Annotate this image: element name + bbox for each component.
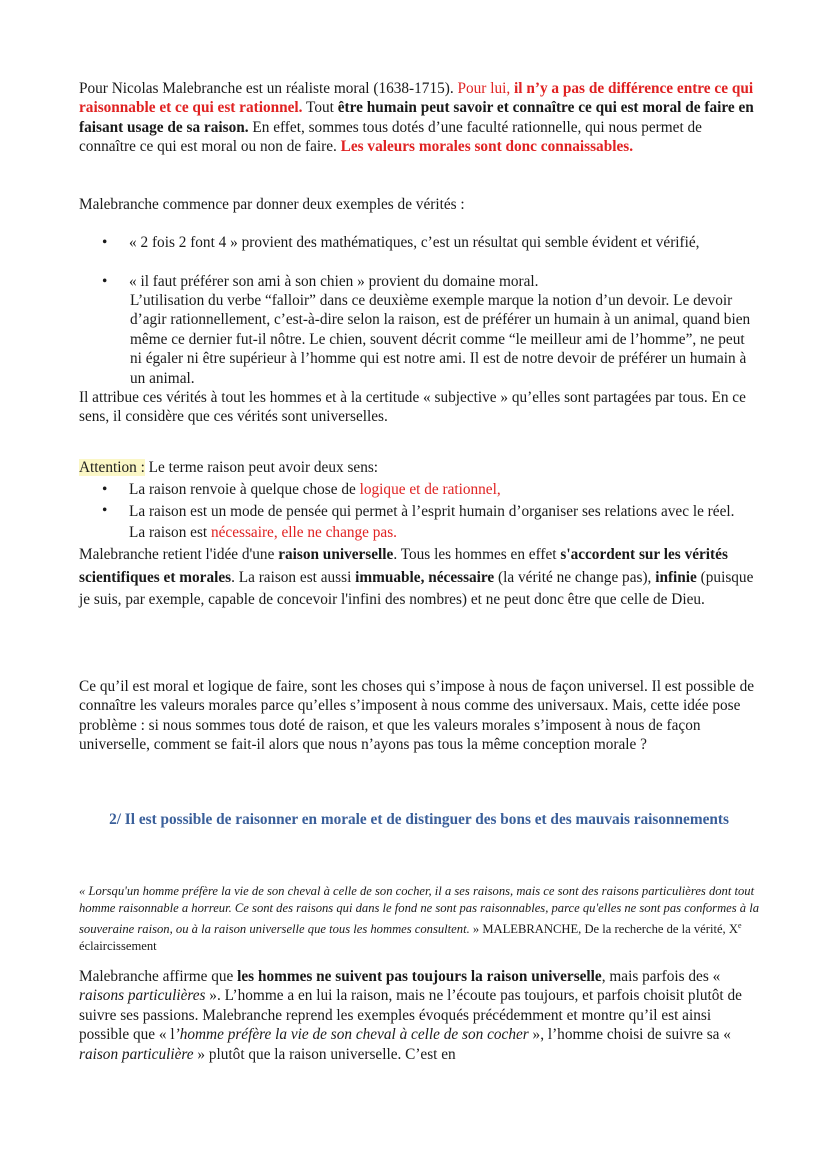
superscript: e xyxy=(737,921,742,930)
bullet-marker: • xyxy=(102,481,108,498)
bold-text: infinie xyxy=(655,568,697,586)
intro-text-3: En effet, sommes tous dotés d’une faculté rationnelle, qui nous permet de connaître ce qui est moral ou non de faire. xyxy=(79,118,702,156)
particular-reasons-paragraph xyxy=(79,967,759,1064)
universality-paragraph: Il attribue ces vérités à tout les hommes et à la certitude « subjective » qu’elles sont partagées par tous. En ce sens, il considère que ces vérités sont universelles. xyxy=(79,389,746,426)
text: La raison renvoie à quelque chose de xyxy=(129,481,360,498)
attention-line xyxy=(79,458,759,477)
quote-source-end: éclaircissement xyxy=(79,939,157,954)
italic-text: raisons particulières xyxy=(79,987,206,1005)
attention-text: Le terme raison peut avoir deux sens: xyxy=(144,459,379,476)
problem-paragraph: Ce qu’il est moral et logique de faire, sont les choses qui s’impose à nous de façon universel. Il est possible de connaître les valeurs morales parce qu’elles s’imposent à nous comme des universaux. Mais, cette idée pose problème : si nous sommes tous doté de raison, et que les valeurs morales s’imposent à nous de façon universelle, comment se fait-il alors que nous n’ayons pas tous la même conception morale ? xyxy=(79,678,755,754)
list-item-text: « il faut préférer son ami à son chien » provient du domaine moral. xyxy=(129,273,539,290)
intro-text-2: Tout xyxy=(302,99,338,117)
intro-red-text: Pour lui, xyxy=(457,80,515,97)
attention-list xyxy=(79,480,759,540)
list-item-text xyxy=(129,480,754,499)
text: . Tous les hommes en effet xyxy=(393,546,561,563)
red-text: logique et de rationnel, xyxy=(359,481,501,498)
quote-source: » MALEBRANCHE, De la recherche de la vérité, X xyxy=(469,922,738,937)
bold-text: raison universelle xyxy=(278,546,394,563)
bullet-marker: • xyxy=(102,234,108,251)
text: Malebranche affirme que xyxy=(79,968,238,985)
intro-text: Pour Nicolas Malebranche est un réaliste moral (1638-1715). xyxy=(79,80,458,97)
attention-label: Attention : xyxy=(79,459,145,476)
bullet-marker: • xyxy=(102,273,108,290)
intro-red-bold-text: il n’y a pas de différence entre ce qui raisonnable et ce qui est rationnel. xyxy=(79,80,754,117)
intro-bold-text: être humain peut savoir et connaître ce qui est moral de faire en faisant usage de sa raison. xyxy=(79,99,754,136)
list-item-text xyxy=(129,501,754,543)
text: ». L’homme a en lui la raison, mais ne l’écoute pas toujours, et parfois choisit plutôt de suivre ses passions. Malebranche reprend les exemples évoqués précédemment et montre qu’il est ainsi possible que « l xyxy=(79,987,742,1044)
examples-list xyxy=(79,233,759,393)
list-item-text: « 2 fois 2 font 4 » provient des mathématiques, c’est un résultat qui semble évident et vérifié, xyxy=(129,234,700,251)
section-heading: 2/ Il est possible de raisonner en morale et de distinguer des bons et des mauvais raisonnements xyxy=(109,811,729,828)
red-text: nécessaire, elle ne change pas. xyxy=(210,524,397,541)
universal-reason-paragraph xyxy=(79,544,759,612)
bold-text: les hommes ne suivent pas toujours la raison universelle xyxy=(237,968,602,985)
text: », l’homme choisi de suivre sa « xyxy=(528,1026,731,1044)
intro-conclusion: Les valeurs morales sont donc connaissables. xyxy=(340,138,634,156)
quote-block xyxy=(79,883,769,955)
text: . La raison est aussi xyxy=(231,568,356,586)
text: » plutôt que la raison universelle. C’est en xyxy=(193,1045,456,1063)
text: Malebranche retient l'idée d'une xyxy=(79,546,279,563)
examples-intro: Malebranche commence par donner deux exemples de vérités : xyxy=(79,196,465,213)
text: (puisque je suis, par exemple, capable de concevoir l'infini des nombres) et ne peut donc être que celle de Dieu. xyxy=(79,568,754,608)
quote-text: « Lorsqu'un homme préfère la vie de son cheval à celle de son cocher, il a ses raisons, mais ce sont des raisons particulières dont tout homme raisonnable a horreur. Ce sont des raisons qui dans le fond ne sont pas raisonnables, parce qu'elles ne sont pas conformes à la souveraine raison, ou à la raison universelle que tous les hommes consultent. xyxy=(79,884,760,937)
italic-text: ’homme préfère la vie de son cheval à celle de son cocher xyxy=(174,1026,529,1044)
text: La raison est un mode de pensée qui permet à l’esprit humain d’organiser ses relations avec le réel. La raison est xyxy=(129,503,735,541)
intro-paragraph xyxy=(79,79,759,157)
bold-text: immuable, nécessaire xyxy=(355,568,495,586)
bold-text: s'accordent sur les vérités scientifiques et morales xyxy=(79,546,728,586)
bullet-marker: • xyxy=(102,502,108,519)
list-item-continuation-text: L’utilisation du verbe “falloir” dans ce deuxième exemple marque la notion d’un devoir. Le devoir d’agir rationnellement, c’est-à-dire selon la raison, est de préférer un humain à un animal, quand bien même ce dernier fut-il nôtre. Le chien, souvent décrit comme “le meilleur ami de l’homme”, ne peut ni égaler ni être supérieur à l’homme qui est notre ami. Il est de notre devoir de préférer un humain à un animal. xyxy=(130,292,751,387)
text: (la vérité ne change pas), xyxy=(494,568,656,586)
text: , mais parfois des « xyxy=(601,968,721,985)
italic-text: raison particulière xyxy=(79,1045,194,1063)
